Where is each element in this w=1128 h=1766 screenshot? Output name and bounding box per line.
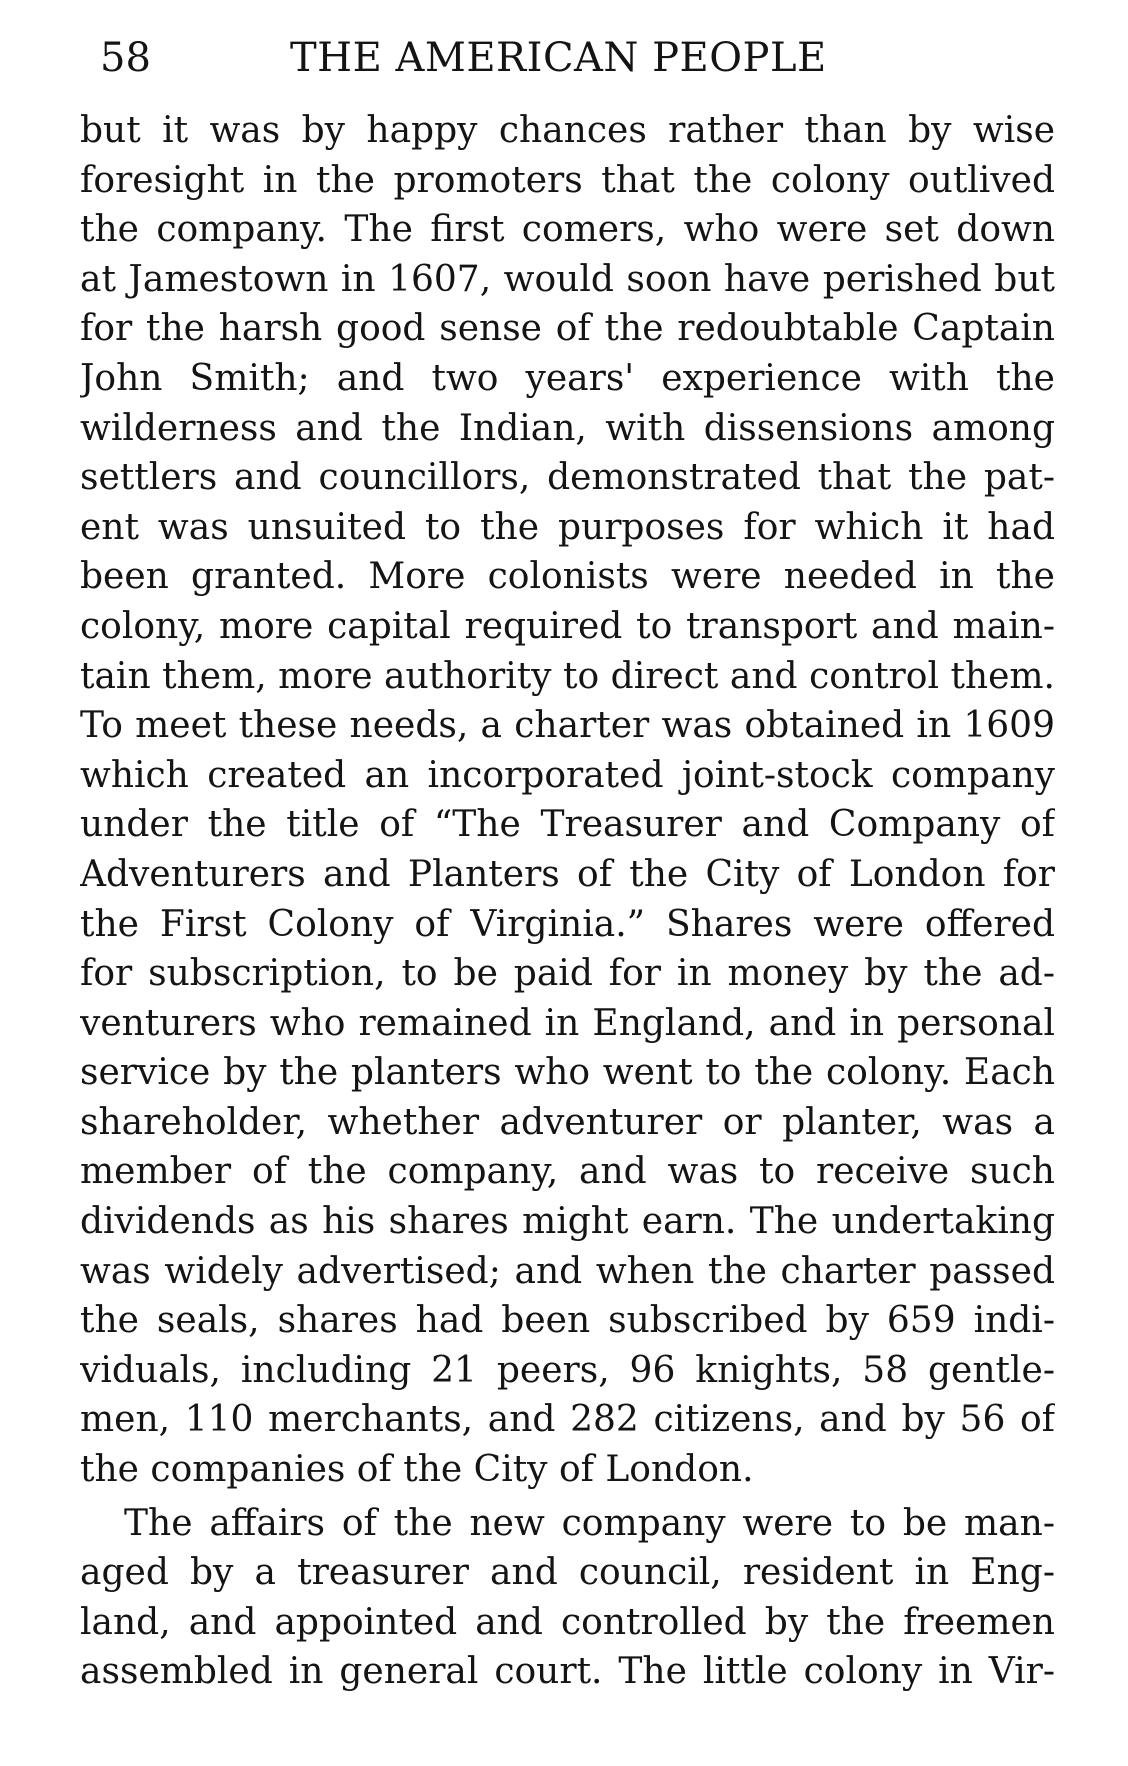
text-line: which created an incorporated joint-stock company xyxy=(80,754,1055,796)
body-text xyxy=(80,106,1055,1697)
text-line: The affairs of the new company were to be man- xyxy=(124,1502,1055,1544)
text-line: foresight in the promoters that the colony outlived xyxy=(80,159,1055,201)
text-line: assembled in general court. The little colony in Vir- xyxy=(80,1651,1055,1693)
text-line: land, and appointed and controlled by the freemen xyxy=(80,1601,1055,1643)
running-head xyxy=(100,28,940,88)
text-line: John Smith; and two years' experience with the xyxy=(80,357,1055,399)
text-line: ent was unsuited to the purposes for which it had xyxy=(80,506,1055,548)
text-line: dividends as his shares might earn. The undertaking xyxy=(80,1201,1055,1243)
text-line: Adventurers and Planters of the City of London for xyxy=(80,853,1055,895)
text-line: been granted. More colonists were needed in the xyxy=(80,556,1055,598)
text-line: was widely advertised; and when the charter passed xyxy=(80,1250,1055,1292)
text-line: member of the company, and was to receive such xyxy=(80,1151,1055,1193)
text-line: under the title of “The Treasurer and Company of xyxy=(80,804,1055,846)
text-line: aged by a treasurer and council, resident in Eng- xyxy=(80,1552,1055,1594)
text-line: for the harsh good sense of the redoubtable Captain xyxy=(80,308,1055,350)
text-line: the company. The first comers, who were set down xyxy=(80,209,1055,251)
text-line: the seals, shares had been subscribed by 659 indi- xyxy=(80,1300,1055,1342)
paragraph-1 xyxy=(80,106,1055,1495)
text-line: wilderness and the Indian, with dissensions among xyxy=(80,407,1055,449)
text-line: To meet these needs, a charter was obtained in 1609 xyxy=(80,705,1055,747)
page-number: 58 xyxy=(100,35,151,81)
text-line: settlers and councillors, demonstrated that the pat- xyxy=(80,457,1055,499)
text-line: colony, more capital required to transport and main- xyxy=(80,605,1055,647)
text-line: viduals, including 21 peers, 96 knights, 58 gentle- xyxy=(80,1349,1055,1391)
paragraph-2 xyxy=(80,1499,1055,1697)
running-title: THE AMERICAN PEOPLE xyxy=(290,35,827,81)
text-line: for subscription, to be paid for in money by the ad- xyxy=(80,953,1055,995)
text-line: at Jamestown in 1607, would soon have perished but xyxy=(80,258,1055,300)
text-line: men, 110 merchants, and 282 citizens, and by 56 of xyxy=(80,1399,1055,1441)
text-line: shareholder, whether adventurer or planter, was a xyxy=(80,1101,1055,1143)
text-line: tain them, more authority to direct and control them. xyxy=(80,655,1055,697)
text-line: the companies of the City of London. xyxy=(80,1449,754,1491)
text-line: but it was by happy chances rather than by wise xyxy=(80,110,1055,151)
text-line: the First Colony of Virginia.” Shares were offered xyxy=(80,903,1055,945)
text-line: service by the planters who went to the colony. Each xyxy=(80,1052,1055,1094)
text-line: venturers who remained in England, and in personal xyxy=(80,1002,1055,1044)
